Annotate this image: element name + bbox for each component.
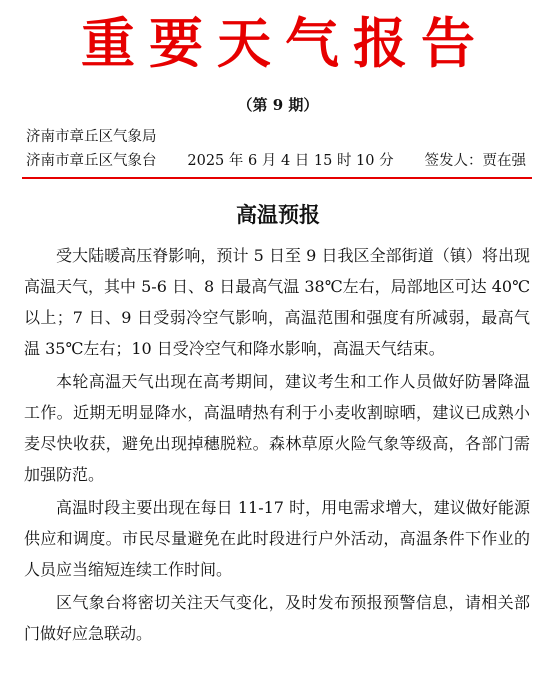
body-paragraph: 高温时段主要出现在每日 11-17 时，用电需求增大，建议做好能源供应和调度。市民尽量避免在此时段进行户外活动，高温条件下作业的人员应当缩短连续工作时间。 bbox=[24, 498, 530, 579]
report-body bbox=[24, 240, 530, 651]
report-title: 高温预报 bbox=[236, 202, 320, 227]
signer-label: 签发人： bbox=[424, 153, 483, 169]
issuer-station: 济南市章丘区气象台 bbox=[26, 153, 157, 169]
signer-name: 贾在强 bbox=[482, 153, 526, 169]
issue-time: 2025 年 6 月 4 日 15 时 10 分 bbox=[187, 153, 394, 169]
body-paragraph: 本轮高温天气出现在高考期间，建议考生和工作人员做好防暑降温工作。近期无明显降水，高温晴热有利于小麦收割晾晒，建议已成熟小麦尽快收获，避免出现掉穗脱粒。森林草原火险气象等级高，各部门需加强防范。 bbox=[24, 372, 530, 484]
signer bbox=[425, 150, 527, 172]
issue-number: （第 9 期） bbox=[237, 96, 319, 114]
header-divider bbox=[22, 177, 532, 179]
issuer-bureau: 济南市章丘区气象局 bbox=[26, 129, 157, 145]
body-paragraph: 受大陆暖高压脊影响，预计 5 日至 9 日我区全部街道（镇）将出现高温天气，其中 5-6 日、8 日最高气温 38℃左右，局部地区可达 40℃以上；7 日、9 日受弱冷空气影响，高温范围和强度有所减弱，最高气温 35℃左右；10 日受冷空气和降水影响，高温天气结束。 bbox=[24, 246, 530, 358]
report-masthead: 重要天气报告 bbox=[81, 11, 489, 75]
body-paragraph: 区气象台将密切关注天气变化，及时发布预报预警信息，请相关部门做好应急联动。 bbox=[24, 593, 530, 643]
issuer-meta-row bbox=[26, 150, 526, 172]
